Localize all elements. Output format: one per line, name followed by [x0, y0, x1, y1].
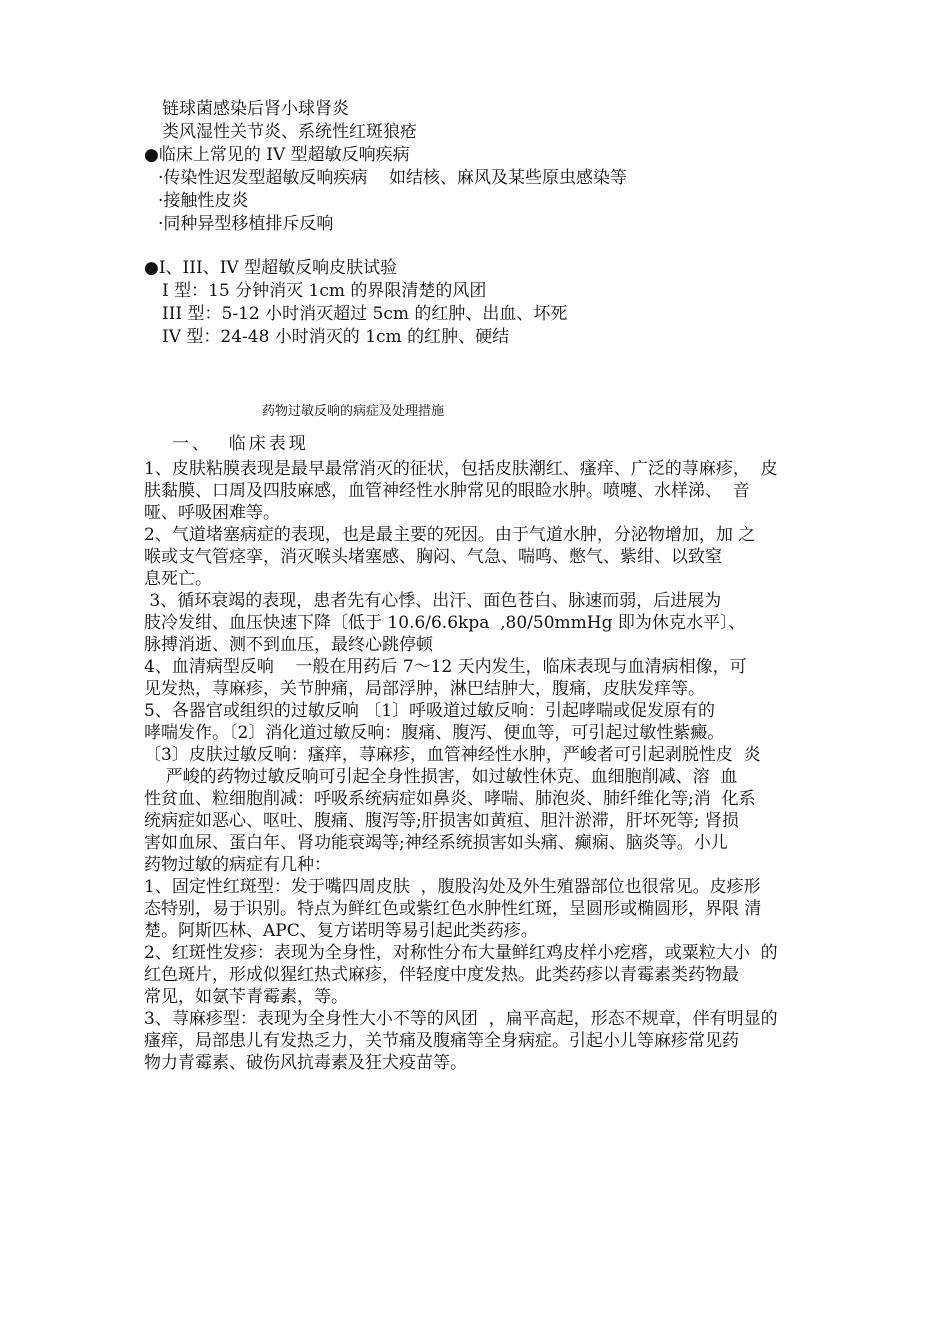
list-item: I 型：15 分钟消灭 1cm 的界限清楚的风团 — [162, 281, 487, 301]
section-heading: 一、 临床表现 — [172, 434, 309, 454]
paragraph-line: 统病症如恶心、呕吐、腹痛、腹泻等;肝损害如黄疸、胆汁淤滞，肝坏死等; 肾损 — [144, 811, 739, 831]
paragraph-line: 哮喘发作。〔2〕消化道过敏反响：腹痛、腹泻、便血等，可引起过敏性紫癜。 — [144, 723, 725, 743]
paragraph-line: 息死亡。 — [144, 569, 212, 589]
list-item: ·接触性皮炎 — [158, 191, 249, 211]
paragraph-line: 2、气道堵塞病症的表现，也是最主要的死因。由于气道水肿，分泌物增加，加 之 — [144, 525, 756, 545]
paragraph-line: 物力青霉素、破伤风抗毒素及狂犬疫苗等。 — [144, 1053, 467, 1073]
list-item: IV 型：24-48 小时消灭的 1cm 的红肿、硬结 — [162, 327, 510, 347]
paragraph-line: 3、循环衰竭的表现，患者先有心悸、出汗、面色苍白、脉速而弱，后进展为 — [144, 591, 722, 611]
text-line: 类风湿性关节炎、系统性红斑狼疮 — [162, 122, 417, 142]
paragraph-line: 2、红斑性发疹：表现为全身性，对称性分布大量鲜红鸡皮样小疙瘩，或粟粒大小 的 — [144, 943, 778, 963]
paragraph-line: 瘙痒，局部患儿有发热乏力，关节痛及腹痛等全身病症。引起小儿等麻疹常见药 — [144, 1031, 739, 1051]
paragraph-line: 红色斑片，形成似猩红热式麻疹，伴轻度中度发热。此类药疹以青霉素类药物最 — [144, 965, 739, 985]
paragraph-line: 性贫血、粒细胞削减：呼吸系统病症如鼻炎、哮喘、肺泡炎、肺纤维化等;消 化系 — [144, 789, 756, 809]
paragraph-line: 3、荨麻疹型：表现为全身性大小不等的风团 ，扁平高起，形态不规章，伴有明显的 — [144, 1009, 778, 1029]
list-item: ·同种异型移植排斥反响 — [158, 214, 334, 234]
list-item: III 型：5-12 小时消灭超过 5cm 的红肿、出血、坏死 — [162, 304, 568, 324]
paragraph-line: 哑、呼吸困难等。 — [144, 503, 280, 523]
paragraph-line: 5、各器官或组织的过敏反响 〔1〕呼吸道过敏反响：引起哮喘或促发原有的 — [144, 701, 716, 721]
paragraph-line: 1、固定性红斑型：发于嘴四周皮肤 ，腹股沟处及外生殖器部位也很常见。皮疹形 — [144, 877, 761, 897]
paragraph-line: 常见，如氨苄青霉素，等。 — [144, 987, 348, 1007]
paragraph-line: 1、皮肤粘膜表现是最早最常消灭的征状，包括皮肤潮红、瘙痒、广泛的荨麻疹， 皮 — [144, 459, 778, 479]
text-line: 链球菌感染后肾小球肾炎 — [162, 99, 349, 119]
bullet-heading: ●I、III、IV 型超敏反响皮肤试验 — [144, 258, 398, 278]
paragraph-line: 肤黏膜、口周及四肢麻感，血管神经性水肿常见的眼睑水肿。喷嚏、水样涕、 音 — [144, 481, 750, 501]
paragraph-line: 肢冷发绀、血压快速下降〔低于 10.6/6.6kpa ,80/50mmHg 即为休克水平〕、 — [144, 613, 746, 633]
paragraph-line: 4、血清病型反响 一般在用药后 7～12 天内发生，临床表现与血清病相像，可 — [144, 657, 747, 677]
paragraph-line: 脉搏消逝、测不到血压，最终心跳停顿 — [144, 635, 433, 655]
list-item: ·传染性迟发型超敏反响疾病 如结核、麻风及某些原虫感染等 — [158, 168, 628, 188]
paragraph-line: 严峻的药物过敏反响可引起全身性损害，如过敏性休克、血细胞削减、溶 血 — [144, 767, 738, 787]
paragraph-line: 楚。阿斯匹林、APC、复方诺明等易引起此类药疹。 — [144, 921, 538, 941]
bullet-heading: ●临床上常见的 IV 型超敏反响疾病 — [144, 145, 410, 165]
section-title: 药物过敏反响的病症及处理措施 — [262, 404, 445, 419]
paragraph-line: 见发热，荨麻疹，关节肿痛，局部浮肿，淋巴结肿大，腹痛，皮肤发痒等。 — [144, 679, 705, 699]
paragraph-line: 态特别，易于识别。特点为鲜红色或紫红色水肿性红斑，呈圆形或椭圆形，界限 清 — [144, 899, 762, 919]
paragraph-line: 害如血尿、蛋白年、肾功能衰竭等;神经系统损害如头痛、癫痫、脑炎等。小儿 — [144, 833, 728, 853]
paragraph-line: 〔3〕皮肤过敏反响：瘙痒，荨麻疹，血管神经性水肿，严峻者可引起剥脱性皮 炎 — [144, 745, 761, 765]
paragraph-line: 药物过敏的病症有几种： — [144, 855, 331, 875]
paragraph-line: 喉或支气管痉挛，消灭喉头堵塞感、胸闷、气急、喘鸣、憋气、紫绀、以致窒 — [144, 547, 722, 567]
